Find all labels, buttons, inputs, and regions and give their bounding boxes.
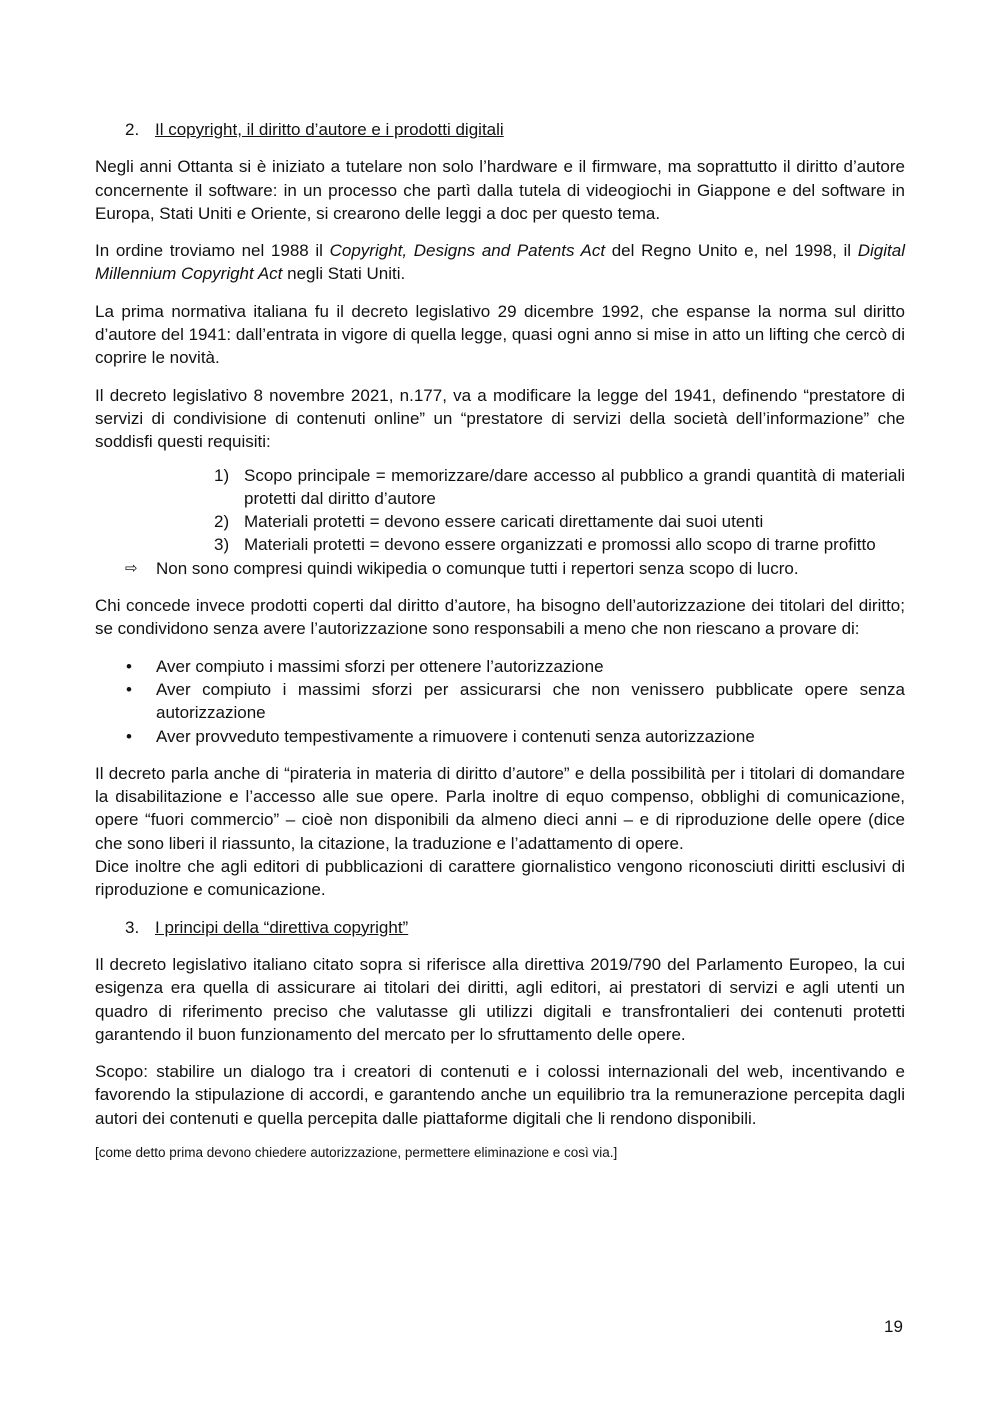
item-number: 3) [214,535,230,555]
arrow-note-text: Non sono compresi quindi wikipedia o comunque tutti i repertori senza scopo di lucro. [156,558,799,578]
paragraph-directive: Il decreto legislativo italiano citato sopra si riferisce alla direttiva 2019/790 del Parlamento Europeo, la cui esigenza era quella di assicurare ai titolari dei diritti, agli editori, ai prestatori di servizi e agli utenti un quadro di riferimento preciso che valutasse gli utilizzi digitali e transfrontalieri dei contenuti protetti garantendo il buon funzionamento del mercato per lo sfruttamento delle opere. [95,954,905,1044]
paragraph-authorization: Chi concede invece prodotti coperti dal diritto d’autore, ha bisogno dell’autorizzazione dei titolari del diritto; se condividono senza avere l’autorizzazione sono responsabili a meno che non riescano a provare di: [95,596,905,639]
paragraph-decree-2021: Il decreto legislativo 8 novembre 2021, n.177, va a modificare la legge del 1941, definendo “prestatore di servizi di condivisione di contenuti online” un “prestatore di servizi della società dell’informazione” che soddisfi questi requisiti: [95,385,905,452]
act-name-uk: Copyright, Designs and Patents Act [329,241,606,261]
hollow-right-arrow-icon: ⇨ [125,558,138,577]
section-title: I principi della “direttiva copyright” [155,917,409,937]
section-heading-2 [95,118,905,141]
item-text: Scopo principale = memorizzare/dare accesso al pubblico a grandi quantità di materiali protetti dal diritto d’autore [244,465,905,508]
requirements-list [95,464,905,557]
paragraph-laws-order: In ordine troviamo nel 1988 il Copyright, Designs and Patents Act del Regno Unito e, nel 1998, il Digital Millennium Copyright Act negli Stati Uniti. [95,241,905,284]
page-number: 19 [884,1317,903,1336]
section-number: 3. [125,917,140,937]
item-number: 1) [214,465,230,485]
list-item [95,510,905,533]
arrow-note [95,557,905,580]
act-name-us: Digital Millennium Copyright Act [95,241,905,284]
item-text: Aver compiuto i massimi sforzi per ottenere l’autorizzazione [156,656,604,676]
list-item [95,464,905,511]
paragraph-italian-law: La prima normativa italiana fu il decreto legislativo 29 dicembre 1992, che espanse la norma sul diritto d’autore del 1941: dall’entrata in vigore di quella legge, quasi ogni anno si mise in atto un lifting che cercò di coprire le novità. [95,301,905,368]
bullet-icon: • [126,726,132,746]
section-number: 2. [125,120,140,139]
item-number: 2) [214,512,230,532]
list-item [95,655,905,678]
list-item [95,533,905,556]
item-text: Aver compiuto i massimi sforzi per assicurarsi che non venissero pubblicate opere senza autorizzazione [156,679,905,723]
item-text: Materiali protetti = devono essere organizzati e promossi allo scopo di trarne profitto [244,535,876,555]
paragraph-hardware-software: Negli anni Ottanta si è iniziato a tutelare non solo l’hardware e il firmware, ma soprattutto il diritto d’autore concernente il software: in un processo che partì dalla tutela di videogiochi in Giappone e del software in Europa, Stati Uniti e Oriente, si crearono delle leggi a doc per questo tema. [95,157,905,223]
paragraph-publishers: Dice inoltre che agli editori di pubblicazioni di carattere giornalistico vengono riconosciuti diritti esclusivi di riproduzione e comunicazione. [95,857,905,900]
section-heading-3 [95,916,905,939]
list-item [95,725,905,748]
item-text: Aver provveduto tempestivamente a rimuovere i contenuti senza autorizzazione [156,726,755,746]
bullet-icon: • [126,656,132,676]
list-item [95,678,905,725]
section-title: Il copyright, il diritto d’autore e i prodotti digitali [155,120,504,139]
paragraph-piracy: Il decreto parla anche di “pirateria in materia di diritto d’autore” e della possibilità per i titolari di domandare la disabilitazione e l’accesso alle sue opere. Parla inoltre di equo compenso, obblighi di comunicazione, opere “fuori commercio” – cioè non disponibili da almeno dieci anni – e di riproduzione delle opere (dice che sono liberi il riassunto, la citazione, la traduzione e l’adattamento di opere. [95,763,905,853]
proof-list [95,655,905,748]
item-text: Materiali protetti = devono essere caricati direttamente dai suoi utenti [244,512,764,532]
bracket-note: [come detto prima devono chiedere autorizzazione, permettere eliminazione e così via.] [95,1144,618,1160]
bullet-icon: • [126,679,132,699]
paragraph-scope: Scopo: stabilire un dialogo tra i creatori di contenuti e i colossi internazionali del web, incentivando e favorendo la stipulazione di accordi, e garantendo anche un equilibrio tra la remunerazione percepita dagli autori dei contenuti e quella percepita dalle piattaforme digitali che li rendono disponibili. [95,1062,905,1128]
document-page [95,118,905,1176]
